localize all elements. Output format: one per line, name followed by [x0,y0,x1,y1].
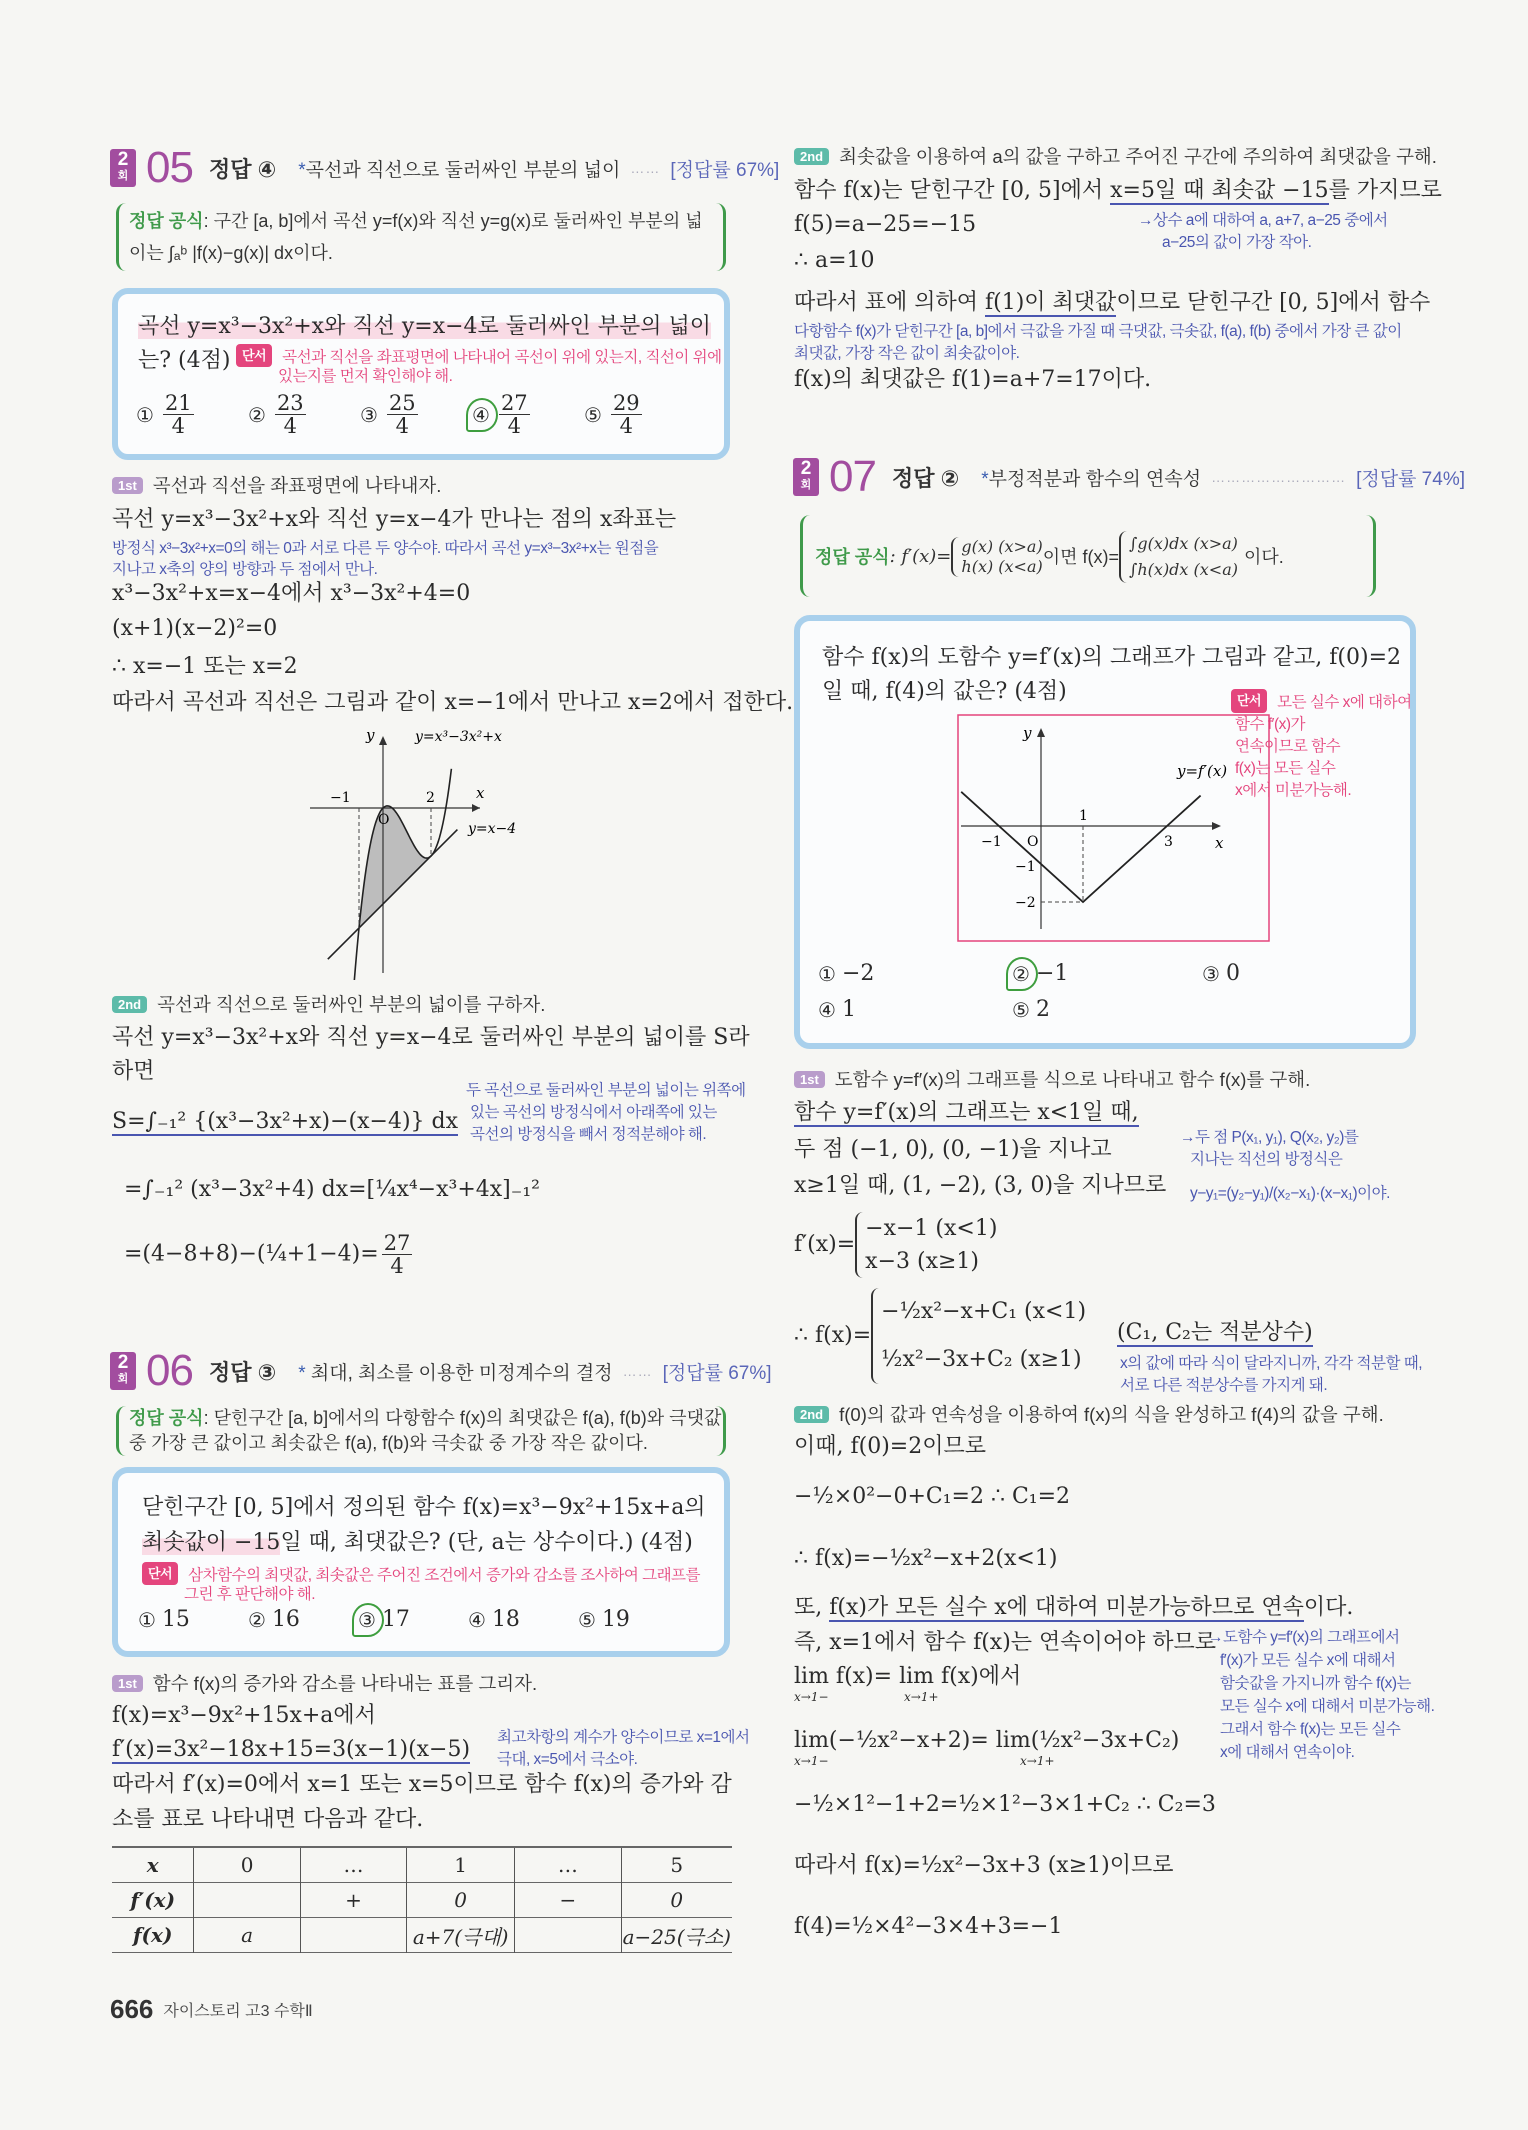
y-axis-arrow-icon [1037,728,1045,737]
side-note: 곡선의 방정식을 빼서 정적분해야 해. [470,1126,707,1143]
solution-line: f(4)=½×4²−3×4+3=−1 [794,1914,1063,1939]
table-row [112,1918,732,1953]
formula-label: 정답 공식 [129,211,204,231]
solution-line: 곡선 y=x³−3x²+x와 직선 y=x−4로 둘러싸인 부분의 넓이를 S라 [112,1025,750,1050]
solution-line: ∴ a=10 [794,248,875,273]
fraction [163,392,194,437]
star-icon: * [298,1362,306,1384]
answer-label: 정답 ④ [208,156,277,182]
problem-text: 는? (4점) [138,348,231,373]
choice-value: 0 [1225,961,1240,986]
topic [298,1358,612,1385]
underlined-phrase: f(x)가 모든 실수 x에 대하여 미분가능하므로 연속 [829,1595,1304,1620]
fraction-numerator: 21 [164,391,192,415]
badge-bottom: 회 [800,479,812,491]
solution-line: 함수 y=f′(x)의 그래프는 x<1일 때, [794,1100,1139,1125]
formula-label: 정답 공식 [129,1408,204,1428]
solution-line: 곡선 y=x³−3x²+x와 직선 y=x−4가 만나는 점의 x좌표는 [112,507,677,532]
choice-value: 16 [271,1607,300,1632]
topic-text: 부정적분과 함수의 연속성 [988,468,1202,490]
solution-line: 이때, f(0)=2이므로 [794,1434,986,1459]
hint-tag: 단서 [142,1562,178,1585]
formula-label: 정답 공식 [815,547,890,567]
table-cell: − [515,1883,622,1918]
solution-line: f′(x)= [794,1232,856,1257]
answer-choice[interactable] [136,392,197,437]
leader-dots: …… [630,160,661,176]
hint-text: 있는지를 먼저 확인해야 해. [278,368,453,385]
problem-box [112,1467,730,1657]
hint-text: 모든 실수 x에 대하여 [1277,694,1412,711]
formula-line: : 구간 [a, b]에서 곡선 y=f(x)와 직선 y=g(x)로 둘러싸인 부분의 넓 [203,211,703,231]
topic-text: 최대, 최소를 이용한 미정계수의 결정 [305,1362,613,1384]
solution-line: =(4−8+8)−(¼+1−4)= [124,1241,379,1267]
limit-subscript: x→1− [794,1690,829,1704]
solution-line: 따라서 표에 의하여 [794,290,985,315]
problem-box [112,288,730,460]
solution-line: f(5)=a−25=−15 [794,212,977,237]
solution-line: −½×0²−0+C₁=2 ∴ C₁=2 [794,1484,1071,1509]
underlined-phrase: f(1)이 최댓값 [985,290,1117,315]
answer-label: 정답 ③ [208,1359,277,1385]
side-note: x의 값에 따라 식이 달라지니까, 각각 적분할 때, [1120,1355,1423,1372]
page-number: 666 [110,1994,154,2024]
solution-line: lim(−½x²−x+2)= lim(½x²−3x+C₂) [794,1728,1180,1753]
tick-label: −1 [981,834,1002,850]
side-note: 있는 곡선의 방정식에서 아래쪽에 있는 [470,1104,717,1121]
side-note [1208,1626,1434,1764]
step-tag: 1st [112,477,143,494]
limit-subscript: x→1− [794,1754,829,1768]
y-axis-label: y [366,726,375,744]
fraction-numerator: 27 [500,391,528,415]
fraction-numerator: 23 [276,391,304,415]
answer-choice[interactable] [1012,961,1068,986]
step-tag: 1st [794,1071,825,1088]
function-label: y=f′(x) [1177,762,1228,780]
side-note: 지나는 직선의 방정식은 [1190,1151,1343,1168]
problem-text: 함수 f(x)의 도함수 y=f′(x)의 그래프가 그림과 같고, f(0)=2 [822,645,1402,670]
solution-line: ∴ f(x)=−½x²−x+2(x<1) [794,1546,1058,1571]
hint-text: 연속이므로 함수 [1235,738,1341,755]
fraction [275,392,306,437]
answer-choice[interactable] [1012,997,1050,1022]
cubic-line-graph [300,718,560,980]
table-cell: f′(x) [130,1888,176,1912]
hint-text: 곡선과 직선을 좌표평면에 나타내어 곡선이 위에 있는지, 직선이 위에 [282,349,722,366]
choice-number: ② [248,402,266,427]
origin-label: O [378,812,390,828]
answer-choice[interactable] [818,997,856,1022]
formula-case: ∫h(x)dx (x<a) [1129,560,1238,579]
fraction-numerator: 27 [383,1231,411,1255]
table-row [112,1883,732,1918]
badge-bottom: 회 [117,1373,129,1385]
q07-header [793,452,1465,501]
solution-line: 하면 [112,1059,155,1084]
choice-value: 17 [381,1607,410,1632]
step-tag: 2nd [112,996,147,1013]
table-cell: x [146,1853,159,1877]
table-cell: … [515,1847,622,1883]
formula-text: 이면 f(x)= [1042,547,1120,567]
case-line: −½x²−x+C₁ (x<1) [881,1299,1087,1324]
question-number: 06 [146,1346,193,1395]
choice-value: 1 [841,997,856,1022]
answer-choice[interactable] [1202,961,1240,986]
tick-label: −1 [330,790,351,806]
side-note: →두 점 P(x₁, y₁), Q(x₂, y₂)를 [1180,1129,1359,1146]
formula-line: : 닫힌구간 [a, b]에서의 다항함수 f(x)의 최댓값은 f(a), f(b)와 극댓값 [203,1408,722,1428]
leader-dots: ……………………… [1211,469,1347,485]
table-header-row [112,1847,732,1883]
hint-text [1231,689,1412,714]
step-tag: 2nd [794,1406,829,1423]
solution-line: f(x)=x³−9x²+15x+a에서 [112,1703,376,1728]
side-note: 극대, x=5에서 극소야. [497,1751,638,1768]
line-label: y=x−4 [468,821,517,837]
side-note: 두 곡선으로 둘러싸인 부분의 넓이는 위쪽에 [466,1082,746,1099]
fraction-denominator: 4 [619,414,633,438]
solution-line: 함수 f(x)는 닫힌구간 [0, 5]에서 [794,178,1111,203]
side-note: x에 대해서 연속이야. [1220,1744,1355,1761]
side-note: 모든 실수 x에 대해서 미분가능해. [1220,1698,1435,1715]
side-note: →도함수 y=f′(x)의 그래프에서 [1208,1629,1400,1646]
step-title: f(0)의 값과 연속성을 이용하여 f(x)의 식을 완성하고 f(4)의 값을 구해. [839,1404,1384,1425]
topic [298,155,620,182]
formula-case: h(x) (x<a) [961,557,1043,576]
problem-text: 일 때, 최댓값은? (단, a는 상수이다.) (4점) [280,1530,693,1555]
table-cell [515,1918,622,1953]
answer-choice[interactable] [468,1607,520,1632]
formula-line: 이는 ∫ₐᵇ |f(x)−g(x)| dx이다. [129,243,333,263]
side-note: y−y₁=(y₂−y₁)/(x₂−x₁)·(x−x₁)이야. [1190,1185,1390,1202]
choice-value: −2 [841,961,875,986]
table-cell: f(x) [132,1923,173,1947]
side-note: 지나고 x축의 양의 방향과 두 점에서 만나. [112,561,378,578]
choice-value: −1 [1035,961,1069,986]
table-cell: a [194,1918,300,1953]
fraction-denominator: 4 [283,414,297,438]
hint-text: f(x)는 모든 실수 [1235,760,1336,777]
q05-header [110,143,780,192]
answer-choice[interactable] [248,392,309,437]
choice-number: ③ [1202,961,1220,986]
solution-line: f′(x)=3x²−18x+15=3(x−1)(x−5) [112,1737,471,1762]
fraction-denominator: 4 [395,414,409,438]
answer-choice[interactable] [358,1607,410,1632]
table-cell: a+7(극대) [407,1918,515,1953]
choice-number: ③ [360,402,378,427]
solution-line: 따라서 f(x)=½x²−3x+3 (x≥1)이므로 [794,1853,1174,1878]
solution-line: x³−3x²+x=x−4에서 x³−3x²+4=0 [112,581,471,606]
tick-label: −1 [1015,859,1036,875]
round-badge [110,1352,136,1390]
problem-text: 곡선 y=x³−3x²+x와 직선 y=x−4로 둘러싸인 부분의 넓이 [138,314,712,339]
x-axis-arrow-icon [472,804,480,812]
book-title: 자이스토리 고3 수학Ⅱ [163,2003,313,2020]
y-axis-label: y [1023,724,1032,742]
formula-box [116,203,726,271]
curve-label: y=x³−3x²+x [415,729,502,745]
round-badge [110,149,136,187]
answer-choice[interactable] [248,1607,300,1632]
graph-frame [958,715,1269,941]
solution-line: −½×1²−1+2=½×1²−3×1+C₂ ∴ C₂=3 [794,1792,1216,1817]
x-axis-label: x [476,784,485,802]
increase-decrease-table [112,1846,732,1953]
footer [110,1994,313,2025]
solution-line: 두 점 (−1, 0), (0, −1)을 지나고 [794,1137,1112,1162]
star-icon: * [298,159,306,181]
solution-line: 따라서 곡선과 직선은 그림과 같이 x=−1에서 만나고 x=2에서 접한다. [112,690,794,715]
solution-line: f(x)의 최댓값은 f(1)=a+7=17이다. [794,367,1152,392]
question-number: 07 [829,452,876,501]
tick-label: −2 [1015,895,1036,911]
choice-value: 15 [161,1607,190,1632]
formula-case: g(x) (x>a) [961,537,1043,556]
table-cell: 5 [621,1847,732,1883]
constant-note: (C₁, C₂는 적분상수) [1117,1320,1313,1345]
hint-text: 함수 f′(x)가 [1235,716,1306,733]
side-note: →상수 a에 대하여 a, a+7, a−25 중에서 [1138,212,1388,229]
step-tag: 1st [112,1675,143,1692]
solution-line: (x+1)(x−2)²=0 [112,616,278,641]
formula-text: : f′(x)= [889,546,952,567]
correct-rate: [정답률 74%] [1356,468,1465,490]
case-line: ½x²−3x+C₂ (x≥1) [881,1347,1082,1372]
step-title: 곡선과 직선으로 둘러싸인 부분의 넓이를 구하자. [157,994,546,1015]
tick-label: 1 [1079,808,1088,824]
case-line: −x−1 (x<1) [865,1216,998,1241]
hint-text: 삼차함수의 최댓값, 최솟값은 주어진 조건에서 증가와 감소를 조사하여 그래프를 [188,1567,700,1584]
limit-subscript: x→1+ [904,1690,939,1704]
choice-number: ③ [358,1607,376,1632]
q06-header [110,1346,772,1395]
step-tag: 2nd [794,148,829,165]
choice-number: ⑤ [1012,997,1030,1022]
choice-number: ④ [468,1607,486,1632]
tick-label: 3 [1164,834,1173,850]
hint-tag: 단서 [236,344,272,367]
answer-label: 정답 ② [891,465,960,491]
solution-line: 따라서 f′(x)=0에서 x=1 또는 x=5이므로 함수 f(x)의 증가와 감 [112,1772,732,1797]
topic [981,464,1201,491]
limit-subscript: x→1+ [1020,1754,1055,1768]
table-cell: … [300,1847,407,1883]
problem-box [794,615,1416,1049]
solution-line: ∴ f(x)= [794,1323,872,1348]
formula-text: 이다. [1243,547,1284,567]
choice-number: ④ [472,402,490,427]
y-axis-arrow-icon [379,736,387,745]
question-number: 05 [146,143,193,192]
choice-number: ① [818,961,836,986]
choice-number: ④ [818,997,836,1022]
table-cell [300,1918,407,1953]
table-cell: 0 [621,1883,732,1918]
x-axis-label: x [1215,834,1224,852]
topic-text: 곡선과 직선으로 둘러싸인 부분의 넓이 [305,159,621,181]
solution-line: lim f(x)= lim f(x)에서 [794,1664,1022,1689]
solution-line: S=∫₋₁² {(x³−3x²+x)−(x−4)} dx [112,1109,459,1134]
badge-top: 2 [117,1352,129,1373]
hint-text: 그린 후 판단해야 해. [184,1586,316,1603]
step-title: 함수 f(x)의 증가와 감소를 나타내는 표를 그리자. [152,1673,538,1694]
step-title: 최솟값을 이용하여 a의 값을 구하고 주어진 구간에 주의하여 최댓값을 구해. [839,146,1437,167]
answer-choice[interactable] [578,1607,630,1632]
correct-rate: [정답률 67%] [662,1362,772,1384]
star-icon: * [981,468,989,490]
answer-choice[interactable] [472,392,533,437]
solution-line: x≥1일 때, (1, −2), (3, 0)을 지나므로 [794,1173,1167,1198]
choice-number: ⑤ [578,1607,596,1632]
leader-dots: …… [622,1363,653,1379]
answer-choice[interactable] [818,961,874,986]
case-line: x−3 (x≥1) [865,1249,979,1274]
origin-label: O [1027,834,1039,850]
step-title: 곡선과 직선을 좌표평면에 나타내자. [152,475,442,496]
side-note: a−25의 값이 가장 작아. [1162,234,1312,251]
side-note: 그래서 함수 f(x)는 모든 실수 [1220,1721,1401,1738]
solution-line: =∫₋₁² (x³−3x²+4) dx=[¼x⁴−x³+4x]₋₁² [124,1177,541,1202]
badge-top: 2 [800,458,812,479]
choice-number: ② [248,1607,266,1632]
solution-line: 또, [794,1595,830,1620]
round-badge [793,458,819,496]
choice-number: ⑤ [584,402,602,427]
problem-text: 일 때, f(4)의 값은? (4점) [822,679,1067,704]
side-note: 최댓값, 가장 작은 값이 최솟값이야. [794,345,1020,362]
fraction-denominator: 4 [390,1254,404,1278]
side-note: 방정식 x³−3x²+x=0의 해는 0과 서로 다른 두 양수야. 따라서 곡선 y=x³−3x²+x는 원점을 [112,540,659,557]
answer-choice[interactable] [360,392,421,437]
side-note: 함숫값을 가지니까 함수 f(x)는 [1220,1675,1412,1692]
fraction-numerator: 25 [388,391,416,415]
derivative-graph [957,714,1270,942]
solution-line: 즉, x=1에서 함수 f(x)는 연속이어야 하므로 [794,1630,1217,1655]
formula-box [116,1406,726,1456]
hint-text: x에서 미분가능해. [1235,782,1352,799]
side-note: f′(x)가 모든 실수 x에 대해서 [1220,1652,1396,1669]
choice-value: 18 [491,1607,520,1632]
underlined-phrase: x=5일 때 최솟값 −15 [1110,178,1329,203]
badge-bottom: 회 [117,170,129,182]
fraction [611,392,642,437]
table-cell: + [300,1883,407,1918]
side-note: 서로 다른 적분상수를 가지게 돼. [1120,1377,1328,1394]
fraction-numerator: 29 [612,391,640,415]
problem-text: 닫힌구간 [0, 5]에서 정의된 함수 f(x)=x³−9x²+15x+a의 [142,1495,706,1520]
table-cell: 0 [407,1883,515,1918]
formula-box [800,515,1376,597]
answer-choice[interactable] [138,1607,190,1632]
table-cell: a−25(극소) [621,1918,732,1953]
choice-number: ① [138,1607,156,1632]
choice-value: 2 [1035,997,1050,1022]
hint-tag: 단서 [1231,689,1267,713]
answer-choice[interactable] [584,392,645,437]
choice-number: ① [136,402,154,427]
fraction-denominator: 4 [507,414,521,438]
correct-rate: [정답률 67%] [670,159,780,181]
badge-top: 2 [117,149,129,170]
fraction [387,392,418,437]
solution-line: 소를 표로 나타내면 다음과 같다. [112,1807,424,1832]
x-axis-arrow-icon [1212,822,1221,830]
choice-number: ② [1012,961,1030,986]
step-title: 도함수 y=f′(x)의 그래프를 식으로 나타내고 함수 f(x)를 구해. [834,1069,1311,1090]
formula-line: 중 가장 큰 값이고 최솟값은 f(a), f(b)와 극솟값 중 가장 작은 값이다. [129,1433,648,1453]
solution-line: ∴ x=−1 또는 x=2 [112,654,298,679]
table-cell [194,1883,300,1918]
table-cell: 1 [407,1847,515,1883]
solution-line: 이므로 닫힌구간 [0, 5]에서 함수 [1116,290,1431,315]
fraction-denominator: 4 [171,414,185,438]
solution-line: 이다. [1303,1595,1354,1620]
table-cell: 0 [194,1847,300,1883]
formula-case: ∫g(x)dx (x>a) [1129,534,1238,553]
choice-value: 19 [601,1607,630,1632]
problem-text: 최솟값이 −15 [142,1530,281,1555]
tick-label: 2 [426,790,435,806]
fraction [499,392,530,437]
solution-line: 를 가지므로 [1328,178,1442,203]
side-note: 최고차항의 계수가 양수이므로 x=1에서 [497,1729,750,1746]
side-note: 다항함수 f(x)가 닫힌구간 [a, b]에서 극값을 가질 때 극댓값, 극솟값, f(a), f(b) 중에서 가장 큰 값이 [794,323,1402,340]
